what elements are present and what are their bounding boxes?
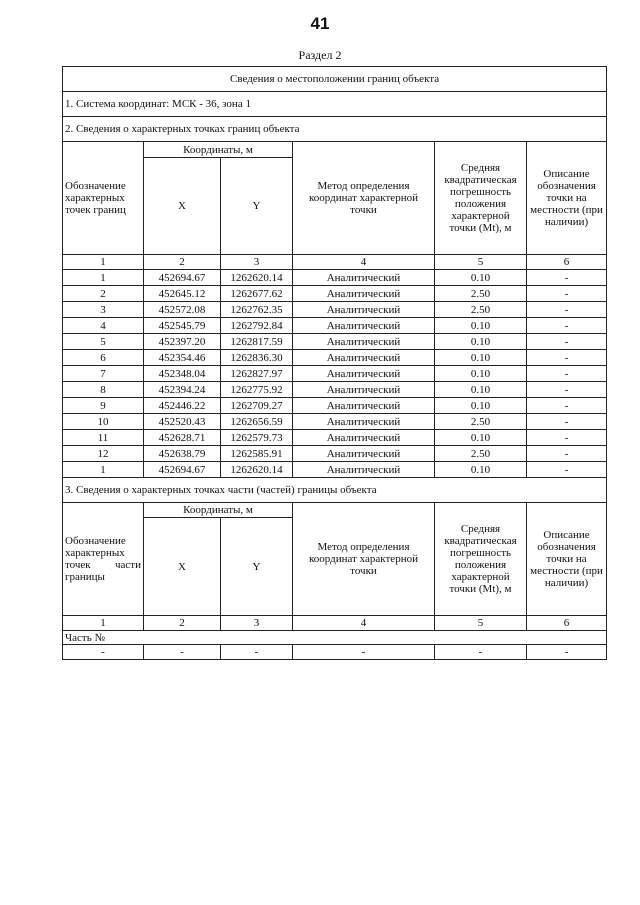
point-x: 452628.71 (144, 430, 221, 446)
point-x: 452694.67 (144, 462, 221, 478)
table-row (63, 462, 607, 478)
point-description: - (527, 270, 607, 286)
point-x: 452348.04 (144, 366, 221, 382)
header-y: Y (221, 158, 293, 255)
point-description: - (527, 462, 607, 478)
point-x: 452446.22 (144, 398, 221, 414)
table-row (63, 334, 607, 350)
point-description: - (527, 334, 607, 350)
point-mt: 2.50 (435, 414, 527, 430)
header-designation-part (63, 503, 144, 616)
point-mt: 2.50 (435, 286, 527, 302)
point-method: Аналитический (293, 302, 435, 318)
table-row (63, 430, 607, 446)
header-method: Метод определения координат характерной точки (293, 142, 435, 255)
col-number: 5 (435, 255, 527, 270)
col-number: 5 (435, 616, 527, 631)
header-error: Средняя квадратическая погрешность положения характерной точки (Mt), м (435, 503, 527, 616)
part-empty-row (63, 645, 607, 660)
header-method: Метод определения координат характерной точки (293, 503, 435, 616)
page-number: 41 (310, 14, 330, 33)
col-number: 1 (63, 616, 144, 631)
col-number: 2 (144, 616, 221, 631)
point-id: 10 (63, 414, 144, 430)
column-numbers-row (63, 616, 607, 631)
point-method: Аналитический (293, 334, 435, 350)
point-id: 5 (63, 334, 144, 350)
point-mt: 0.10 (435, 334, 527, 350)
table-row (63, 318, 607, 334)
point-method: Аналитический (293, 350, 435, 366)
header-x: X (144, 518, 221, 616)
table-row (63, 398, 607, 414)
point-y: 1262656.59 (221, 414, 293, 430)
point-y: 1262836.30 (221, 350, 293, 366)
point-mt: 0.10 (435, 462, 527, 478)
point-description: - (527, 446, 607, 462)
point-mt: 0.10 (435, 382, 527, 398)
point-id: 4 (63, 318, 144, 334)
part-label: Часть № (63, 631, 607, 645)
section2-title: 2. Сведения о характерных точках границ объекта (63, 117, 607, 142)
point-method: Аналитический (293, 318, 435, 334)
point-mt: 0.10 (435, 270, 527, 286)
point-y: 1262620.14 (221, 462, 293, 478)
point-description: - (527, 286, 607, 302)
point-x: 452354.46 (144, 350, 221, 366)
section3-title: 3. Сведения о характерных точках части (частей) границы объекта (63, 478, 607, 503)
point-y: 1262792.84 (221, 318, 293, 334)
header-description: Описание обозначения точки на местности (при наличии) (527, 142, 607, 255)
header-error: Средняя квадратическая погрешность положения характерной точки (Mt), м (435, 142, 527, 255)
column-numbers-row (63, 255, 607, 270)
empty-cell: - (221, 645, 293, 660)
point-y: 1262579.73 (221, 430, 293, 446)
point-method: Аналитический (293, 366, 435, 382)
point-y: 1262762.35 (221, 302, 293, 318)
point-method: Аналитический (293, 286, 435, 302)
point-y: 1262620.14 (221, 270, 293, 286)
point-x: 452545.79 (144, 318, 221, 334)
table-row (63, 286, 607, 302)
header-description: Описание обозначения точки на местности (при наличии) (527, 503, 607, 616)
point-description: - (527, 430, 607, 446)
col-number: 6 (527, 616, 607, 631)
empty-cell: - (435, 645, 527, 660)
col-number: 1 (63, 255, 144, 270)
header-y: Y (221, 518, 293, 616)
point-id: 1 (63, 462, 144, 478)
header-coordinates: Координаты, м (144, 142, 293, 158)
point-id: 12 (63, 446, 144, 462)
col-number: 3 (221, 255, 293, 270)
table-row (63, 270, 607, 286)
point-x: 452394.24 (144, 382, 221, 398)
empty-cell: - (293, 645, 435, 660)
point-id: 11 (63, 430, 144, 446)
point-mt: 0.10 (435, 366, 527, 382)
point-description: - (527, 398, 607, 414)
point-id: 1 (63, 270, 144, 286)
point-method: Аналитический (293, 398, 435, 414)
point-y: 1262677.62 (221, 286, 293, 302)
table-row (63, 366, 607, 382)
col-number: 3 (221, 616, 293, 631)
point-x: 452645.12 (144, 286, 221, 302)
point-method: Аналитический (293, 382, 435, 398)
point-method: Аналитический (293, 446, 435, 462)
point-id: 8 (63, 382, 144, 398)
point-id: 6 (63, 350, 144, 366)
boundary-table (62, 66, 607, 660)
table-title: Сведения о местоположении границ объекта (63, 67, 607, 92)
point-description: - (527, 382, 607, 398)
point-y: 1262827.97 (221, 366, 293, 382)
point-id: 9 (63, 398, 144, 414)
header-designation: Обозначение характерных точек границ (63, 142, 144, 255)
col-number: 2 (144, 255, 221, 270)
point-method: Аналитический (293, 430, 435, 446)
point-x: 452694.67 (144, 270, 221, 286)
header-x: X (144, 158, 221, 255)
point-method: Аналитический (293, 414, 435, 430)
col-number: 6 (527, 255, 607, 270)
point-x: 452572.08 (144, 302, 221, 318)
point-y: 1262709.27 (221, 398, 293, 414)
coord-system: 1. Система координат: МСК - 36, зона 1 (63, 92, 607, 117)
empty-cell: - (144, 645, 221, 660)
col-number: 4 (293, 255, 435, 270)
empty-cell: - (63, 645, 144, 660)
point-mt: 0.10 (435, 398, 527, 414)
point-x: 452638.79 (144, 446, 221, 462)
point-method: Аналитический (293, 462, 435, 478)
empty-cell: - (527, 645, 607, 660)
table-row (63, 382, 607, 398)
table-row (63, 302, 607, 318)
point-id: 3 (63, 302, 144, 318)
point-description: - (527, 414, 607, 430)
point-description: - (527, 366, 607, 382)
point-mt: 0.10 (435, 350, 527, 366)
point-mt: 0.10 (435, 430, 527, 446)
header-designation-part-text: Обозначение характерных точек части границы (65, 535, 141, 583)
point-mt: 0.10 (435, 318, 527, 334)
point-y: 1262585.91 (221, 446, 293, 462)
point-description: - (527, 350, 607, 366)
point-description: - (527, 302, 607, 318)
header-coordinates: Координаты, м (144, 503, 293, 518)
point-mt: 2.50 (435, 446, 527, 462)
point-method: Аналитический (293, 270, 435, 286)
section-label: Раздел 2 (298, 48, 342, 62)
point-mt: 2.50 (435, 302, 527, 318)
col-number: 4 (293, 616, 435, 631)
point-x: 452520.43 (144, 414, 221, 430)
point-id: 7 (63, 366, 144, 382)
table-row (63, 446, 607, 462)
table-row (63, 414, 607, 430)
point-id: 2 (63, 286, 144, 302)
point-description: - (527, 318, 607, 334)
point-y: 1262775.92 (221, 382, 293, 398)
table-row (63, 350, 607, 366)
point-y: 1262817.59 (221, 334, 293, 350)
point-x: 452397.20 (144, 334, 221, 350)
